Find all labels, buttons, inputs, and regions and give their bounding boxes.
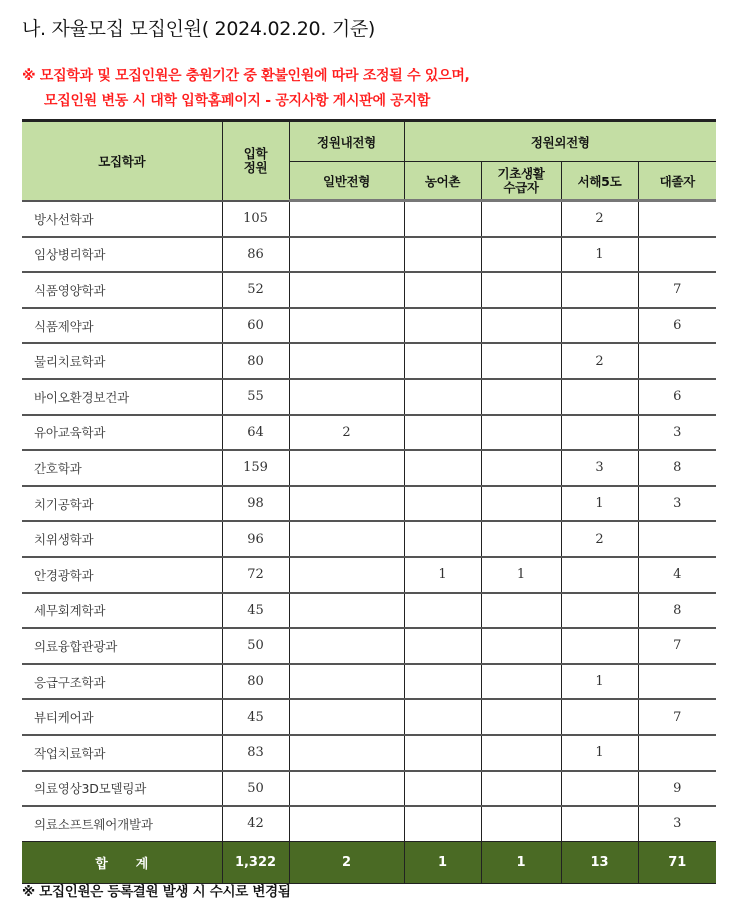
cell-dept: 방사선학과 [22, 201, 222, 237]
cell-basic [481, 806, 561, 841]
cell-quota: 98 [222, 486, 289, 522]
cell-westsea [561, 272, 638, 308]
cell-farming [404, 486, 481, 522]
table-row [22, 201, 716, 237]
header-quota [222, 121, 289, 201]
cell-grad: 4 [638, 557, 716, 593]
cell-dept: 임상병리학과 [22, 237, 222, 273]
header-quota-line1: 입학 [243, 145, 268, 161]
cell-westsea [561, 699, 638, 735]
cell-grad: 3 [638, 486, 716, 522]
cell-basic [481, 699, 561, 735]
cell-general [289, 664, 404, 700]
cell-quota: 50 [222, 628, 289, 664]
cell-general [289, 450, 404, 486]
cell-westsea [561, 379, 638, 415]
cell-grad [638, 735, 716, 771]
table-row [22, 521, 716, 557]
cell-quota: 72 [222, 557, 289, 593]
cell-dept: 바이오환경보건과 [22, 379, 222, 415]
table-row [22, 771, 716, 807]
cell-westsea [561, 308, 638, 344]
cell-grad: 3 [638, 806, 716, 841]
cell-grad: 8 [638, 450, 716, 486]
cell-farming [404, 201, 481, 237]
header-general: 일반전형 [289, 162, 404, 201]
cell-dept: 의료영상3D모델링과 [22, 771, 222, 807]
cell-farming [404, 343, 481, 379]
cell-basic [481, 628, 561, 664]
cell-quota: 105 [222, 201, 289, 237]
cell-general [289, 557, 404, 593]
cell-grad [638, 664, 716, 700]
cell-general [289, 699, 404, 735]
cell-westsea: 2 [561, 521, 638, 557]
table-row [22, 450, 716, 486]
footnote: ※ 모집인원은 등록결원 발생 시 수시로 변경됨 [22, 884, 291, 900]
table-row [22, 699, 716, 735]
cell-westsea [561, 415, 638, 451]
cell-quota: 42 [222, 806, 289, 841]
cell-general [289, 308, 404, 344]
cell-basic [481, 379, 561, 415]
cell-general [289, 237, 404, 273]
cell-westsea: 3 [561, 450, 638, 486]
cell-basic [481, 201, 561, 237]
table-row [22, 415, 716, 451]
cell-dept: 응급구조학과 [22, 664, 222, 700]
cell-general [289, 593, 404, 629]
cell-farming [404, 379, 481, 415]
header-west-sea: 서해5도 [561, 162, 638, 201]
cell-westsea: 2 [561, 343, 638, 379]
cell-quota: 86 [222, 237, 289, 273]
table-row [22, 379, 716, 415]
cell-dept: 안경광학과 [22, 557, 222, 593]
cell-general: 2 [289, 415, 404, 451]
cell-basic [481, 664, 561, 700]
cell-quota: 80 [222, 343, 289, 379]
cell-dept: 뷰티케어과 [22, 699, 222, 735]
cell-basic [481, 343, 561, 379]
cell-general [289, 272, 404, 308]
cell-basic [481, 450, 561, 486]
cell-dept: 간호학과 [22, 450, 222, 486]
header-basic-living [481, 162, 561, 201]
cell-grad: 6 [638, 308, 716, 344]
cell-general [289, 806, 404, 841]
header-quota-line2: 정원 [243, 159, 268, 175]
table-row [22, 735, 716, 771]
cell-grad: 7 [638, 699, 716, 735]
cell-quota: 60 [222, 308, 289, 344]
cell-quota: 83 [222, 735, 289, 771]
total-row [22, 841, 716, 883]
table-row [22, 593, 716, 629]
header-within-quota: 정원내전형 [289, 121, 404, 162]
table-row [22, 628, 716, 664]
cell-farming [404, 450, 481, 486]
cell-farming [404, 806, 481, 841]
cell-farming [404, 735, 481, 771]
cell-general [289, 201, 404, 237]
cell-dept: 작업치료학과 [22, 735, 222, 771]
cell-grad: 7 [638, 628, 716, 664]
cell-quota: 55 [222, 379, 289, 415]
cell-farming [404, 771, 481, 807]
cell-general [289, 343, 404, 379]
cell-westsea [561, 557, 638, 593]
cell-dept: 유아교육학과 [22, 415, 222, 451]
table-row [22, 664, 716, 700]
cell-general [289, 771, 404, 807]
cell-grad: 9 [638, 771, 716, 807]
cell-westsea [561, 593, 638, 629]
cell-general [289, 379, 404, 415]
table-row [22, 237, 716, 273]
cell-farming [404, 628, 481, 664]
cell-farming [404, 593, 481, 629]
cell-quota: 64 [222, 415, 289, 451]
table-row [22, 272, 716, 308]
recruitment-table [22, 119, 716, 884]
cell-westsea [561, 628, 638, 664]
table-row [22, 486, 716, 522]
cell-quota: 80 [222, 664, 289, 700]
cell-westsea [561, 771, 638, 807]
cell-farming [404, 272, 481, 308]
header-farming: 농어촌 [404, 162, 481, 201]
total-farming: 1 [404, 841, 481, 883]
cell-farming [404, 308, 481, 344]
cell-basic [481, 272, 561, 308]
cell-westsea: 1 [561, 237, 638, 273]
cell-dept: 세무회계학과 [22, 593, 222, 629]
cell-westsea [561, 806, 638, 841]
header-basic-line2: 수급자 [503, 179, 539, 195]
cell-grad: 3 [638, 415, 716, 451]
cell-general [289, 521, 404, 557]
cell-dept: 치위생학과 [22, 521, 222, 557]
cell-basic [481, 735, 561, 771]
cell-farming [404, 415, 481, 451]
cell-farming [404, 521, 481, 557]
cell-westsea: 2 [561, 201, 638, 237]
cell-grad [638, 201, 716, 237]
cell-basic [481, 415, 561, 451]
cell-general [289, 486, 404, 522]
cell-basic: 1 [481, 557, 561, 593]
cell-grad [638, 343, 716, 379]
cell-basic [481, 308, 561, 344]
cell-farming: 1 [404, 557, 481, 593]
cell-farming [404, 699, 481, 735]
cell-dept: 의료소프트웨어개발과 [22, 806, 222, 841]
cell-farming [404, 664, 481, 700]
cell-basic [481, 771, 561, 807]
cell-grad [638, 237, 716, 273]
cell-quota: 45 [222, 593, 289, 629]
cell-dept: 의료융합관광과 [22, 628, 222, 664]
cell-grad: 8 [638, 593, 716, 629]
header-basic-line1: 기초생활 [497, 165, 545, 181]
total-quota: 1,322 [222, 841, 289, 883]
table-row [22, 557, 716, 593]
table-row [22, 308, 716, 344]
cell-general [289, 628, 404, 664]
cell-grad [638, 521, 716, 557]
cell-grad: 7 [638, 272, 716, 308]
cell-grad: 6 [638, 379, 716, 415]
total-westsea: 13 [561, 841, 638, 883]
cell-farming [404, 237, 481, 273]
header-graduates: 대졸자 [638, 162, 716, 201]
cell-dept: 식품영양학과 [22, 272, 222, 308]
total-basic: 1 [481, 841, 561, 883]
notice-line-2: 모집인원 변동 시 대학 입학홈페이지 - 공지사항 게시판에 공지함 [44, 93, 430, 109]
cell-dept: 식품제약과 [22, 308, 222, 344]
cell-quota: 50 [222, 771, 289, 807]
header-outside-quota: 정원외전형 [404, 121, 716, 162]
cell-dept: 물리치료학과 [22, 343, 222, 379]
cell-general [289, 735, 404, 771]
notice-line-1: ※ 모집학과 및 모집인원은 충원기간 중 환불인원에 따라 조정될 수 있으며, [22, 68, 470, 84]
notice-text [22, 64, 470, 114]
total-label: 합계 [22, 841, 222, 883]
cell-dept: 치기공학과 [22, 486, 222, 522]
cell-westsea: 1 [561, 664, 638, 700]
cell-westsea: 1 [561, 735, 638, 771]
cell-basic [481, 486, 561, 522]
table-row [22, 343, 716, 379]
cell-quota: 96 [222, 521, 289, 557]
cell-basic [481, 237, 561, 273]
cell-westsea: 1 [561, 486, 638, 522]
total-general: 2 [289, 841, 404, 883]
page-title: 나. 자율모집 모집인원( 2024.02.20. 기준) [22, 18, 376, 40]
table-row [22, 806, 716, 841]
cell-basic [481, 593, 561, 629]
header-department: 모집학과 [22, 121, 222, 201]
cell-quota: 159 [222, 450, 289, 486]
cell-basic [481, 521, 561, 557]
cell-quota: 52 [222, 272, 289, 308]
total-grad: 71 [638, 841, 716, 883]
cell-quota: 45 [222, 699, 289, 735]
